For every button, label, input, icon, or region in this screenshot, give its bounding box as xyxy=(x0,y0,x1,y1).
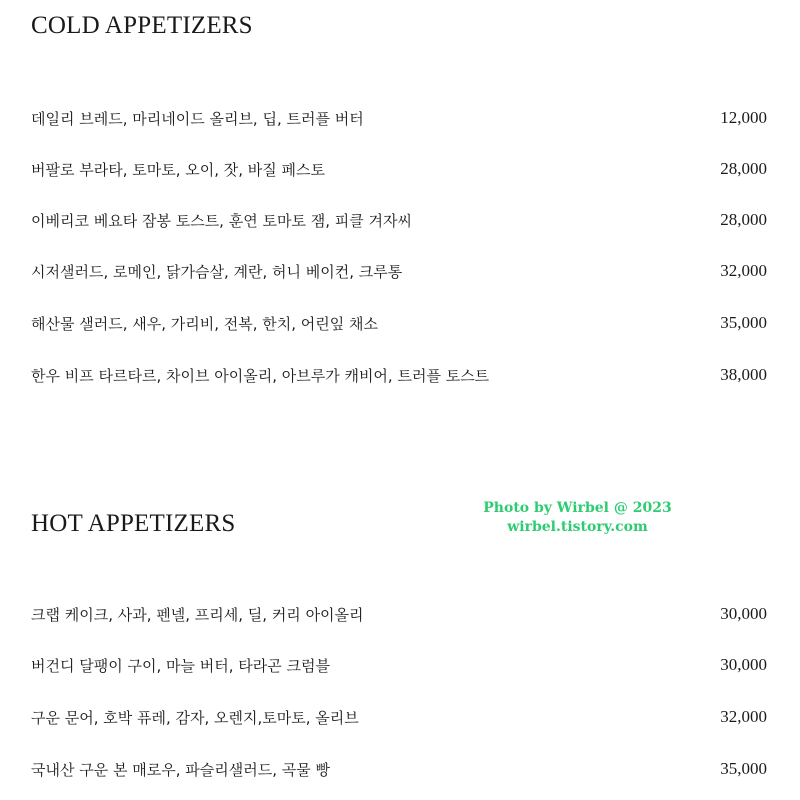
watermark-credit: Photo by Wirbel @ 2023 xyxy=(483,500,672,516)
menu-item-price: 32,000 xyxy=(720,707,767,726)
photo-credit-watermark xyxy=(470,499,685,537)
menu-item-name: 해산물 샐러드, 새우, 가리비, 전복, 한치, 어린잎 채소 xyxy=(31,314,379,333)
menu-item xyxy=(31,311,767,335)
menu-item-name: 데일리 브레드, 마리네이드 올리브, 딥, 트러플 버터 xyxy=(31,109,364,128)
menu-item xyxy=(31,705,767,729)
menu-item-price: 30,000 xyxy=(720,655,767,674)
menu-item xyxy=(31,106,767,130)
menu-item-name: 버건디 달팽이 구이, 마늘 버터, 타라곤 크럼블 xyxy=(31,656,330,675)
menu-item-price: 38,000 xyxy=(720,365,767,384)
menu-item-price: 32,000 xyxy=(720,261,767,280)
menu-item-name: 크랩 케이크, 사과, 펜넬, 프리세, 딜, 커리 아이올리 xyxy=(31,605,364,624)
menu-item-name: 국내산 구운 본 매로우, 파슬리샐러드, 곡물 빵 xyxy=(31,760,330,779)
menu-item-price: 30,000 xyxy=(720,604,767,623)
menu-item-name: 버팔로 부라타, 토마토, 오이, 잣, 바질 페스토 xyxy=(31,160,326,179)
menu-item-name: 구운 문어, 호박 퓨레, 감자, 오렌지,토마토, 올리브 xyxy=(31,708,359,727)
menu-item-price: 28,000 xyxy=(720,210,767,229)
menu-item xyxy=(31,363,767,387)
menu-item-price: 35,000 xyxy=(720,313,767,332)
cold-appetizers-title: COLD APPETIZERS xyxy=(31,12,253,39)
menu-item-price: 28,000 xyxy=(720,159,767,178)
menu-item-name: 한우 비프 타르타르, 차이브 아이올리, 아브루가 캐비어, 트러플 토스트 xyxy=(31,366,490,385)
menu-item xyxy=(31,259,767,283)
menu-item-price: 12,000 xyxy=(720,108,767,127)
menu-item xyxy=(31,208,767,232)
menu-item xyxy=(31,157,767,181)
watermark-url: wirbel.tistory.com xyxy=(507,519,648,535)
menu-item-price: 35,000 xyxy=(720,759,767,778)
hot-appetizers-title: HOT APPETIZERS xyxy=(31,510,236,537)
menu-item xyxy=(31,653,767,677)
menu-item xyxy=(31,757,767,781)
menu-item xyxy=(31,602,767,626)
menu-item-name: 이베리코 베요타 잠봉 토스트, 훈연 토마토 잼, 피클 겨자씨 xyxy=(31,211,412,230)
menu-item-name: 시저샐러드, 로메인, 닭가슴살, 계란, 허니 베이컨, 크루통 xyxy=(31,262,403,281)
